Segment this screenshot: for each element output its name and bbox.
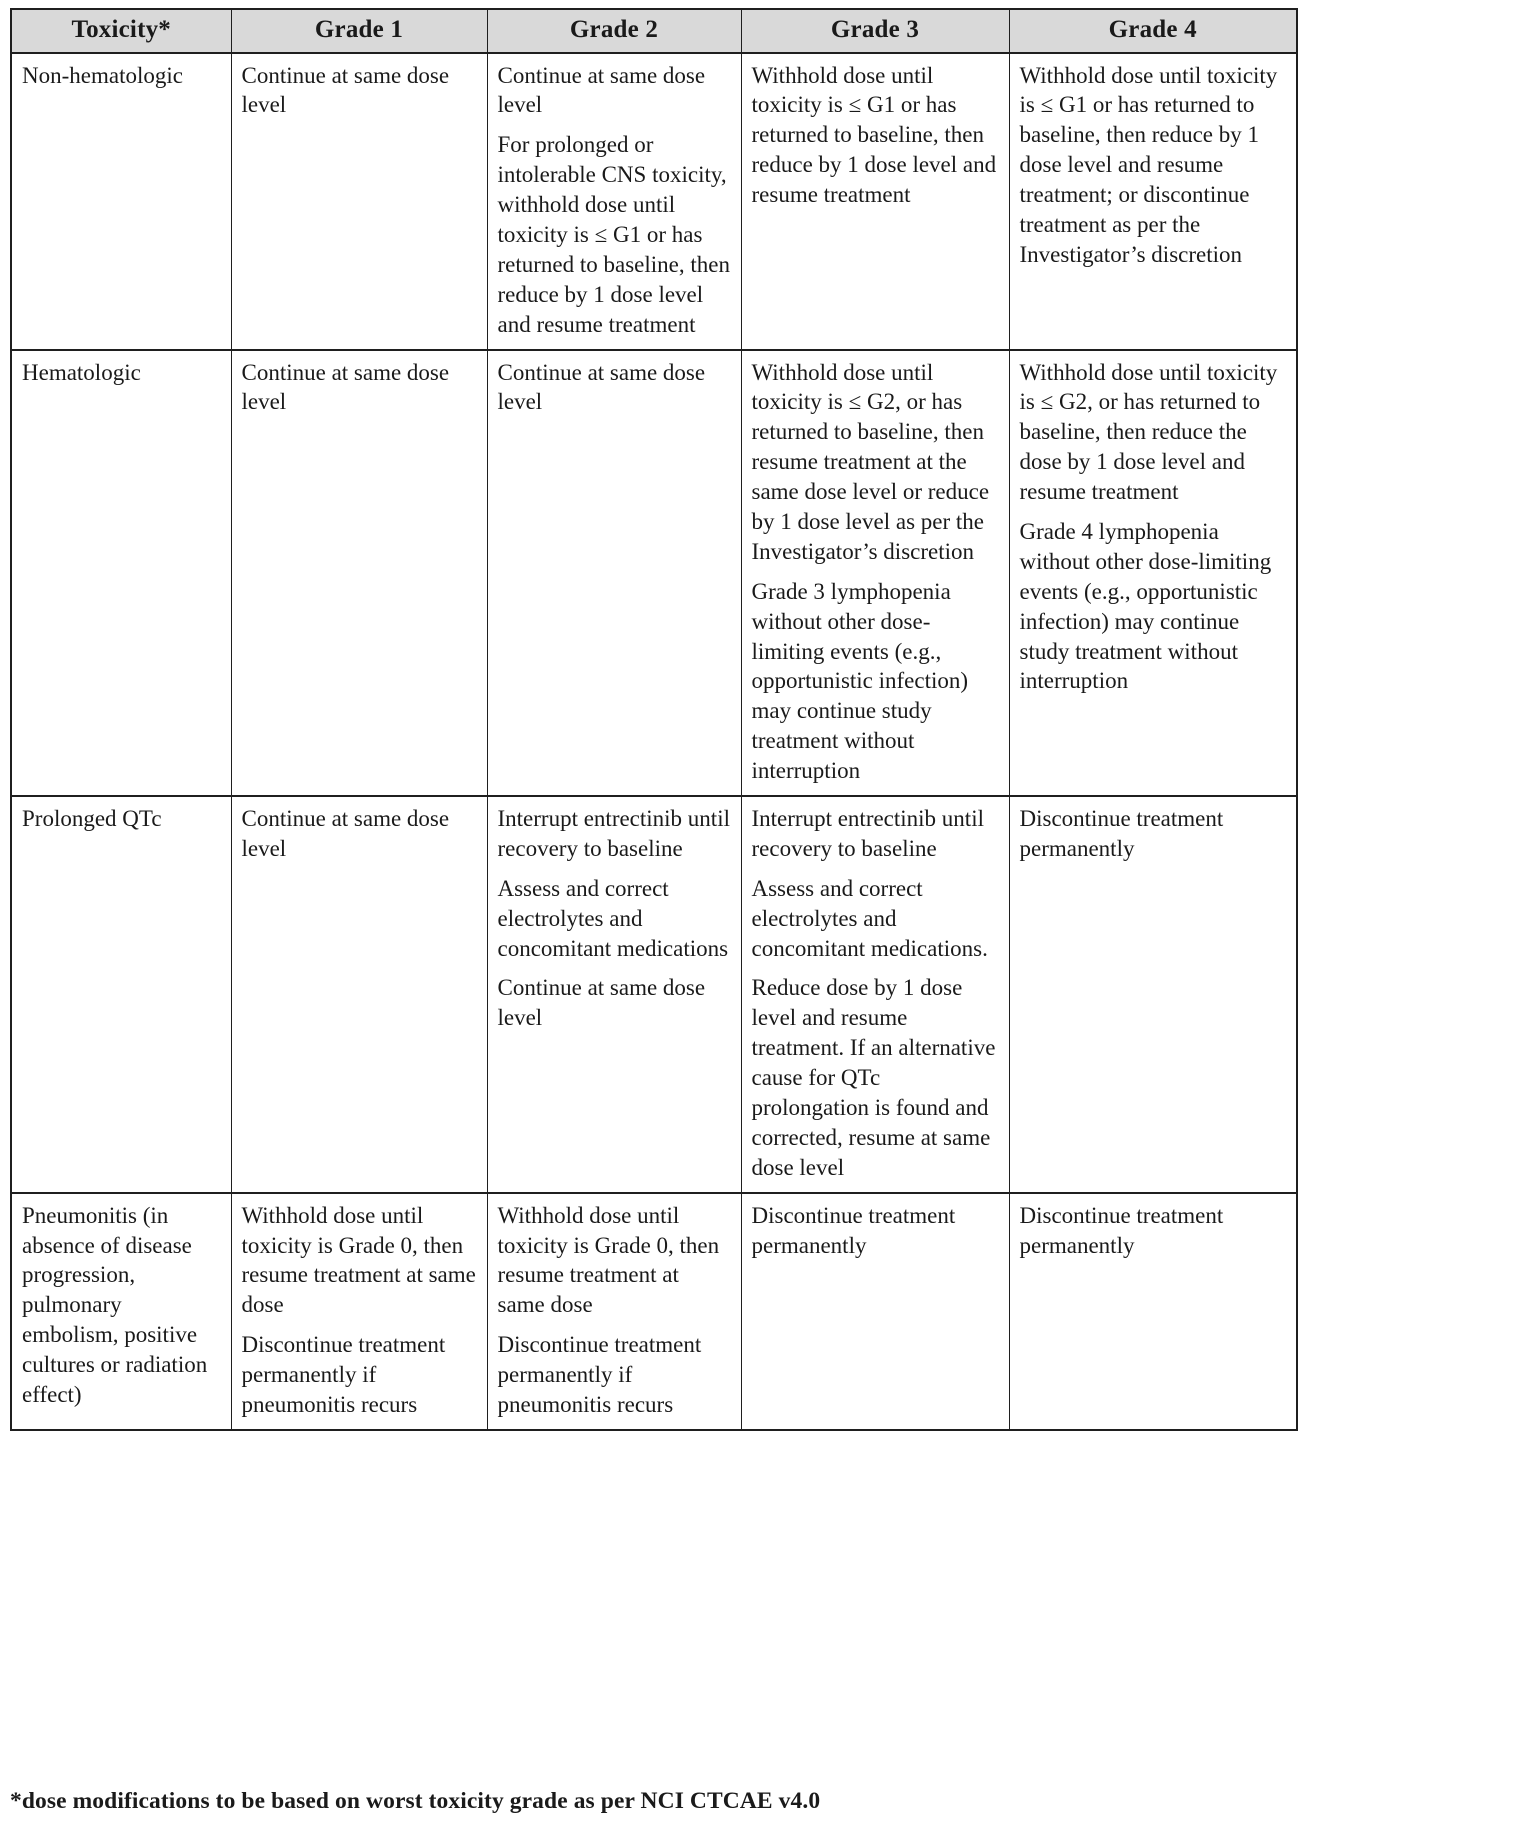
- cell-paragraph: Discontinue treatment permanently: [751, 1202, 956, 1258]
- column-header-grade-1: Grade 1: [231, 9, 487, 53]
- cell-paragraph: Pneumonitis (in absence of disease progression, pulmonary embolism, positive cultures or radiation effect): [22, 1202, 208, 1408]
- cell-paragraph: Interrupt entrectinib until recovery to baseline: [497, 805, 730, 861]
- cell-grade-2: [487, 53, 741, 350]
- cell-toxicity: [11, 350, 231, 796]
- cell-grade-4: [1009, 796, 1297, 1193]
- cell-paragraph: Prolonged QTc: [22, 805, 162, 831]
- cell-grade-4: [1009, 350, 1297, 796]
- cell-grade-1: [231, 1193, 487, 1430]
- cell-paragraph: Withhold dose until toxicity is ≤ G2, or has returned to baseline, then reduce the dose by 1 dose level and resume treatment: [1019, 359, 1278, 505]
- cell-paragraph: Hematologic: [22, 359, 141, 385]
- table-row: [11, 796, 1297, 1193]
- cell-paragraph: Continue at same dose level: [497, 359, 706, 415]
- cell-paragraph: Continue at same dose level: [241, 359, 450, 415]
- cell-grade-1: [231, 350, 487, 796]
- cell-grade-3: [741, 796, 1009, 1193]
- cell-paragraph: Non-hematologic: [22, 62, 183, 88]
- column-header-grade-4: Grade 4: [1009, 9, 1297, 53]
- cell-paragraph: Assess and correct electrolytes and concomitant medications.: [751, 875, 988, 961]
- cell-grade-4: [1009, 53, 1297, 350]
- cell-grade-2: [487, 796, 741, 1193]
- table-header-row: [11, 9, 1297, 53]
- cell-paragraph: Withhold dose until toxicity is ≤ G1 or has returned to baseline, then reduce by 1 dose level and resume treatment; or discontinue treatment as per the Investigator’s discretion: [1019, 62, 1278, 267]
- cell-paragraph: Reduce dose by 1 dose level and resume treatment. If an alternative cause for QTc prolongation is found and corrected, resume at same dose level: [751, 975, 996, 1180]
- table-row: [11, 1193, 1297, 1430]
- table-row: [11, 53, 1297, 350]
- column-header-toxicity: Toxicity*: [11, 9, 231, 53]
- cell-grade-1: [231, 796, 487, 1193]
- cell-paragraph: Discontinue treatment permanently if pneumonitis recurs: [241, 1332, 446, 1418]
- cell-paragraph: Grade 4 lymphopenia without other dose-limiting events (e.g., opportunistic infection) may continue study treatment without interruption: [1019, 518, 1272, 694]
- cell-toxicity: [11, 796, 231, 1193]
- table-header: [11, 9, 1297, 53]
- cell-paragraph: Withhold dose until toxicity is ≤ G2, or has returned to baseline, then resume treatment at the same dose level or reduce by 1 dose level as per the Investigator’s discretion: [751, 359, 990, 564]
- dose-modification-table: [10, 8, 1298, 1431]
- cell-grade-2: [487, 350, 741, 796]
- column-header-grade-2: Grade 2: [487, 9, 741, 53]
- cell-paragraph: Discontinue treatment permanently: [1019, 1202, 1224, 1258]
- table-body: [11, 53, 1297, 1430]
- dose-modification-table-wrapper: [10, 8, 1296, 1431]
- cell-grade-3: [741, 350, 1009, 796]
- cell-paragraph: For prolonged or intolerable CNS toxicity, withhold dose until toxicity is ≤ G1 or has returned to baseline, then reduce by 1 dose level and resume treatment: [497, 132, 730, 337]
- cell-grade-4: [1009, 1193, 1297, 1430]
- cell-paragraph: Continue at same dose level: [497, 975, 706, 1031]
- cell-paragraph: Assess and correct electrolytes and concomitant medications: [497, 875, 729, 961]
- cell-paragraph: Withhold dose until toxicity is Grade 0, then resume treatment at same dose: [241, 1202, 476, 1318]
- table-footnote: *dose modifications to be based on worst toxicity grade as per NCI CTCAE v4.0: [10, 1788, 821, 1814]
- cell-grade-3: [741, 53, 1009, 350]
- column-header-grade-3: Grade 3: [741, 9, 1009, 53]
- cell-paragraph: Grade 3 lymphopenia without other dose-limiting events (e.g., opportunistic infection) may continue study treatment without interruption: [751, 578, 969, 784]
- cell-paragraph: Discontinue treatment permanently if pneumonitis recurs: [497, 1332, 702, 1418]
- cell-paragraph: Withhold dose until toxicity is ≤ G1 or has returned to baseline, then reduce by 1 dose level and resume treatment: [751, 62, 997, 208]
- cell-paragraph: Continue at same dose level: [241, 805, 450, 861]
- cell-toxicity: [11, 53, 231, 350]
- cell-grade-2: [487, 1193, 741, 1430]
- cell-toxicity: [11, 1193, 231, 1430]
- cell-paragraph: Withhold dose until toxicity is Grade 0, then resume treatment at same dose: [497, 1202, 720, 1318]
- cell-paragraph: Continue at same dose level: [497, 62, 706, 118]
- cell-grade-3: [741, 1193, 1009, 1430]
- cell-grade-1: [231, 53, 487, 350]
- cell-paragraph: Continue at same dose level: [241, 62, 450, 118]
- cell-paragraph: Discontinue treatment permanently: [1019, 805, 1224, 861]
- table-row: [11, 350, 1297, 796]
- cell-paragraph: Interrupt entrectinib until recovery to baseline: [751, 805, 984, 861]
